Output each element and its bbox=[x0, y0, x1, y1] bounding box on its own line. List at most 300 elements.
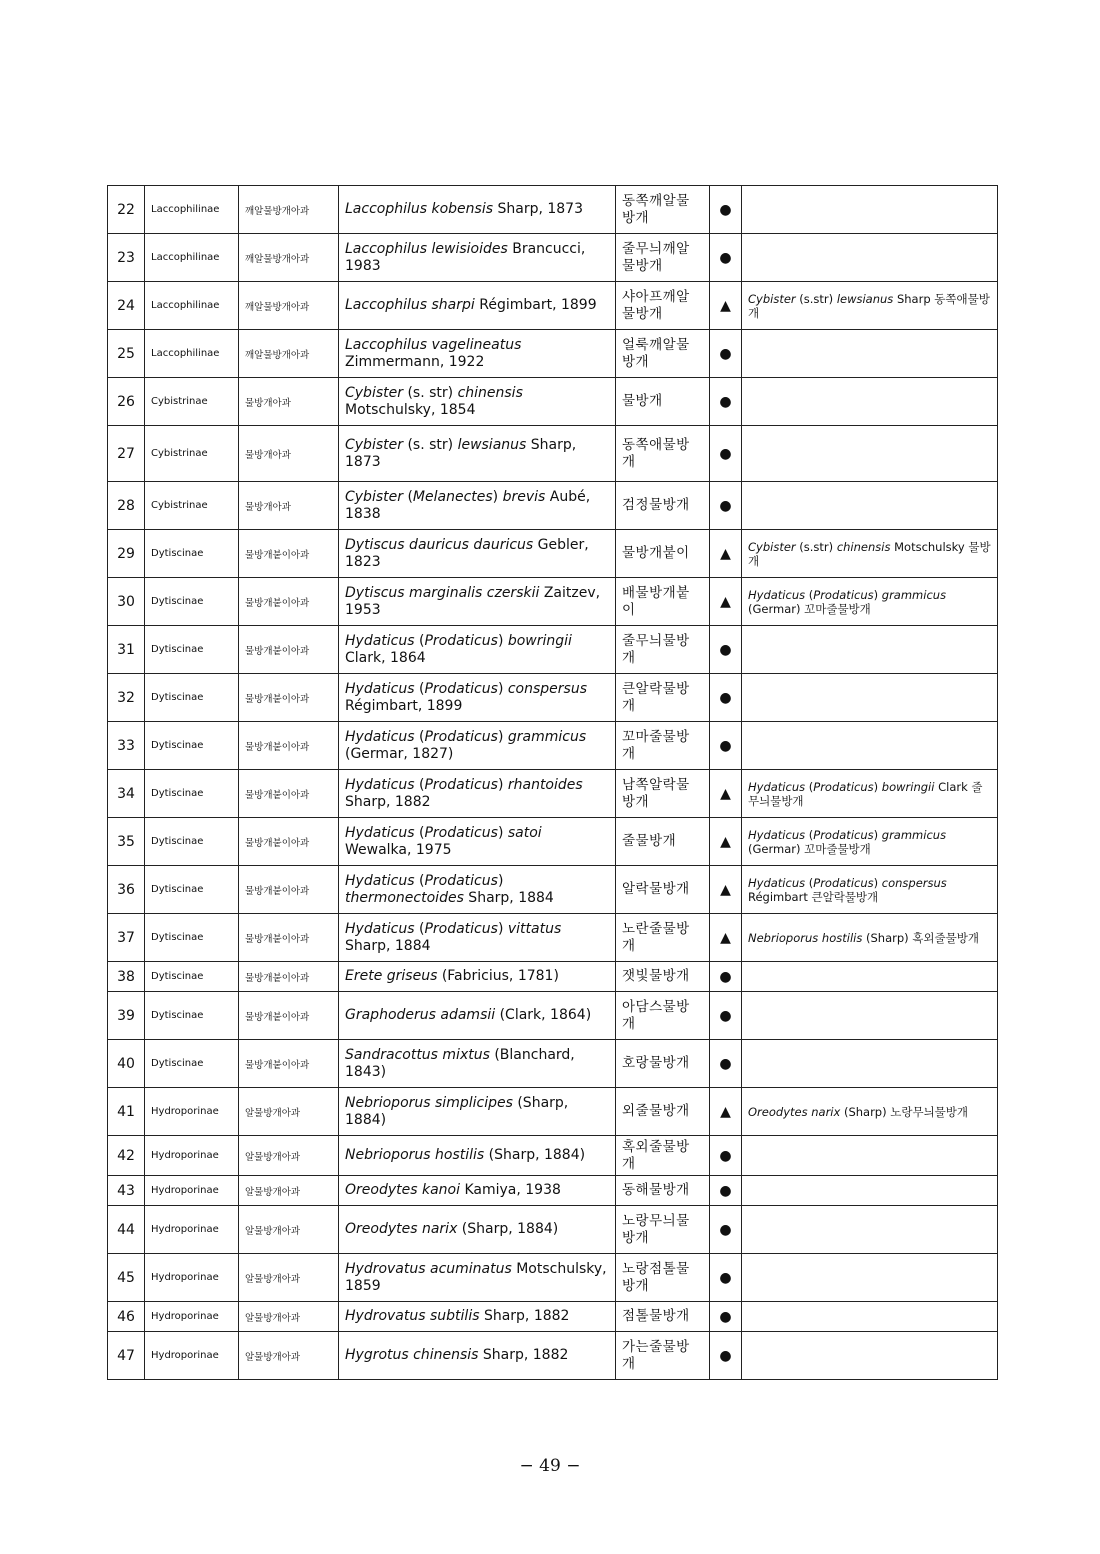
subfamily-cell: Dytiscinae bbox=[145, 1040, 239, 1088]
scientific-name-plain: ) bbox=[492, 488, 503, 505]
row-number: 29 bbox=[108, 530, 145, 578]
remark-cell bbox=[742, 330, 998, 378]
remark-cell bbox=[742, 626, 998, 674]
remark-cell bbox=[742, 962, 998, 992]
korean-name-cell: 줄물방개 bbox=[616, 818, 710, 866]
scientific-name-italic: lewsianus bbox=[457, 436, 527, 453]
filled-circle-icon: ● bbox=[719, 689, 732, 706]
remark-cell bbox=[742, 378, 998, 426]
scientific-name-cell bbox=[339, 1040, 616, 1088]
korean-family-cell: 알물방개아과 bbox=[239, 1254, 339, 1302]
table-row bbox=[108, 1254, 998, 1302]
status-cell bbox=[710, 482, 742, 530]
scientific-name-plain: (Germar, 1827) bbox=[345, 745, 454, 762]
remark-italic: Hydaticus bbox=[748, 827, 806, 842]
scientific-name-plain: Sharp, 1882 bbox=[479, 1308, 570, 1324]
filled-triangle-icon: ▲ bbox=[720, 833, 731, 850]
remark-cell bbox=[742, 914, 998, 962]
row-number: 47 bbox=[108, 1332, 145, 1380]
scientific-name-plain: Kamiya, 1938 bbox=[460, 1182, 561, 1198]
row-number: 45 bbox=[108, 1254, 145, 1302]
korean-name-cell: 호랑물방개 bbox=[616, 1040, 710, 1088]
scientific-name-italic: Hydaticus bbox=[345, 680, 415, 697]
row-number: 41 bbox=[108, 1088, 145, 1136]
scientific-name-cell bbox=[339, 1302, 616, 1332]
korean-name-cell: 알락물방개 bbox=[616, 866, 710, 914]
remark-italic: Cybister bbox=[748, 539, 796, 554]
status-cell bbox=[710, 186, 742, 234]
status-cell bbox=[710, 1332, 742, 1380]
remark-cell bbox=[742, 282, 998, 330]
table-row bbox=[108, 1206, 998, 1254]
korean-family-cell: 물방개붙이아과 bbox=[239, 992, 339, 1040]
scientific-name-plain: (s. str) bbox=[403, 384, 458, 401]
status-cell bbox=[710, 378, 742, 426]
korean-family-cell: 물방개붙이아과 bbox=[239, 530, 339, 578]
scientific-name-italic: rhantoides bbox=[507, 776, 583, 793]
remark-plain: ) bbox=[873, 827, 882, 842]
korean-family-cell: 알물방개아과 bbox=[239, 1136, 339, 1176]
korean-name-cell: 물방개붙이 bbox=[616, 530, 710, 578]
scientific-name-cell bbox=[339, 770, 616, 818]
subfamily-cell: Hydroporinae bbox=[145, 1206, 239, 1254]
scientific-name-plain: ) bbox=[497, 776, 508, 793]
scientific-name-plain: ( bbox=[414, 728, 425, 745]
row-number: 31 bbox=[108, 626, 145, 674]
table-row bbox=[108, 674, 998, 722]
scientific-name-plain: Régimbart, 1899 bbox=[474, 297, 597, 313]
scientific-name-cell bbox=[339, 1332, 616, 1380]
table-row bbox=[108, 330, 998, 378]
remark-cell bbox=[742, 1176, 998, 1206]
scientific-name-cell bbox=[339, 992, 616, 1040]
filled-circle-icon: ● bbox=[719, 201, 732, 218]
scientific-name-italic: grammicus bbox=[507, 728, 587, 745]
subfamily-cell: Laccophilinae bbox=[145, 330, 239, 378]
subfamily-cell: Dytiscinae bbox=[145, 866, 239, 914]
remark-cell bbox=[742, 234, 998, 282]
subfamily-cell: Dytiscinae bbox=[145, 818, 239, 866]
korean-name-cell: 물방개 bbox=[616, 378, 710, 426]
remark-plain: ) bbox=[873, 875, 882, 890]
scientific-name-plain: ) bbox=[497, 920, 508, 937]
scientific-name-cell bbox=[339, 282, 616, 330]
filled-triangle-icon: ▲ bbox=[720, 881, 731, 898]
remark-italic: Hydaticus bbox=[748, 875, 806, 890]
row-number: 39 bbox=[108, 992, 145, 1040]
remark-plain: ( bbox=[805, 587, 814, 602]
scientific-name-italic: Melanectes bbox=[412, 488, 493, 505]
row-number: 46 bbox=[108, 1302, 145, 1332]
row-number: 35 bbox=[108, 818, 145, 866]
subfamily-cell: Dytiscinae bbox=[145, 914, 239, 962]
row-number: 40 bbox=[108, 1040, 145, 1088]
table-row bbox=[108, 626, 998, 674]
scientific-name-plain: Sharp, 1884 bbox=[463, 889, 554, 906]
status-cell bbox=[710, 530, 742, 578]
remark-italic: Prodaticus bbox=[813, 587, 874, 602]
status-cell bbox=[710, 1040, 742, 1088]
scientific-name-italic: Prodaticus bbox=[424, 872, 498, 889]
korean-name-cell: 외줄물방개 bbox=[616, 1088, 710, 1136]
subfamily-cell: Dytiscinae bbox=[145, 578, 239, 626]
filled-circle-icon: ● bbox=[719, 968, 732, 985]
table-row bbox=[108, 866, 998, 914]
remark-italic: Prodaticus bbox=[813, 779, 874, 794]
scientific-name-plain: Brancucci, 1983 bbox=[345, 240, 586, 274]
scientific-name-italic: Hygrotus chinensis bbox=[345, 1347, 479, 1363]
table-row bbox=[108, 426, 998, 482]
filled-triangle-icon: ▲ bbox=[720, 1103, 731, 1120]
scientific-name-italic: Graphoderus adamsii bbox=[345, 1007, 496, 1023]
status-cell bbox=[710, 674, 742, 722]
scientific-name-italic: conspersus bbox=[507, 680, 588, 697]
scientific-name-plain: Motschulsky, 1854 bbox=[345, 401, 476, 418]
table-row bbox=[108, 914, 998, 962]
korean-name-cell: 잿빛물방개 bbox=[616, 962, 710, 992]
scientific-name-cell bbox=[339, 962, 616, 992]
row-number: 28 bbox=[108, 482, 145, 530]
scientific-name-plain: ( bbox=[414, 632, 425, 649]
table-row bbox=[108, 962, 998, 992]
scientific-name-plain: ( bbox=[414, 872, 425, 889]
filled-triangle-icon: ▲ bbox=[720, 929, 731, 946]
status-cell bbox=[710, 866, 742, 914]
scientific-name-plain: ( bbox=[414, 920, 425, 937]
table-row bbox=[108, 186, 998, 234]
subfamily-cell: Dytiscinae bbox=[145, 770, 239, 818]
row-number: 33 bbox=[108, 722, 145, 770]
status-cell bbox=[710, 770, 742, 818]
korean-name-cell: 남쪽알락물방개 bbox=[616, 770, 710, 818]
korean-name-cell: 노랑점톨물방개 bbox=[616, 1254, 710, 1302]
table-row bbox=[108, 1088, 998, 1136]
korean-family-cell: 알물방개아과 bbox=[239, 1206, 339, 1254]
scientific-name-cell bbox=[339, 866, 616, 914]
remark-plain: Régimbart 큰알락물방개 bbox=[748, 889, 879, 904]
filled-triangle-icon: ▲ bbox=[720, 785, 731, 802]
remark-plain: ( bbox=[805, 827, 814, 842]
korean-name-cell: 줄무늬깨알물방개 bbox=[616, 234, 710, 282]
scientific-name-cell bbox=[339, 482, 616, 530]
scientific-name-plain: ) bbox=[497, 872, 504, 889]
remark-cell bbox=[742, 1040, 998, 1088]
scientific-name-italic: Hydaticus bbox=[345, 872, 415, 889]
table-row bbox=[108, 378, 998, 426]
scientific-name-cell bbox=[339, 378, 616, 426]
scientific-name-italic: Prodaticus bbox=[424, 920, 498, 937]
korean-name-cell: 얼룩깨알물방개 bbox=[616, 330, 710, 378]
row-number: 44 bbox=[108, 1206, 145, 1254]
row-number: 38 bbox=[108, 962, 145, 992]
scientific-name-italic: Erete griseus bbox=[345, 968, 438, 984]
remark-italic: Prodaticus bbox=[813, 875, 874, 890]
scientific-name-italic: vittatus bbox=[507, 920, 562, 937]
subfamily-cell: Laccophilinae bbox=[145, 234, 239, 282]
korean-name-cell: 노랑무늬물방개 bbox=[616, 1206, 710, 1254]
status-cell bbox=[710, 1088, 742, 1136]
remark-cell bbox=[742, 1088, 998, 1136]
scientific-name-cell bbox=[339, 674, 616, 722]
korean-family-cell: 물방개붙이아과 bbox=[239, 578, 339, 626]
scientific-name-italic: satoi bbox=[507, 824, 542, 841]
korean-family-cell: 물방개아과 bbox=[239, 378, 339, 426]
remark-cell bbox=[742, 992, 998, 1040]
species-table bbox=[107, 185, 998, 1380]
korean-family-cell: 물방개붙이아과 bbox=[239, 866, 339, 914]
scientific-name-plain: (Sharp, 1884) bbox=[457, 1221, 559, 1237]
korean-name-cell: 동쪽애물방개 bbox=[616, 426, 710, 482]
row-number: 32 bbox=[108, 674, 145, 722]
remark-plain: (s.str) bbox=[795, 539, 837, 554]
filled-triangle-icon: ▲ bbox=[720, 545, 731, 562]
scientific-name-plain: Régimbart, 1899 bbox=[345, 697, 463, 714]
scientific-name-italic: Prodaticus bbox=[424, 728, 498, 745]
filled-triangle-icon: ▲ bbox=[720, 593, 731, 610]
korean-family-cell: 알물방개아과 bbox=[239, 1088, 339, 1136]
remark-cell bbox=[742, 1206, 998, 1254]
scientific-name-cell bbox=[339, 1176, 616, 1206]
subfamily-cell: Dytiscinae bbox=[145, 962, 239, 992]
korean-family-cell: 깨알물방개아과 bbox=[239, 330, 339, 378]
korean-family-cell: 물방개붙이아과 bbox=[239, 674, 339, 722]
korean-name-cell: 동해물방개 bbox=[616, 1176, 710, 1206]
scientific-name-italic: Dytiscus marginalis czerskii bbox=[345, 584, 540, 601]
remark-italic: lewsianus bbox=[836, 291, 894, 306]
page-number: − 49 − bbox=[519, 1456, 581, 1476]
korean-name-cell: 아담스물방개 bbox=[616, 992, 710, 1040]
korean-name-cell: 동쪽깨알물방개 bbox=[616, 186, 710, 234]
korean-family-cell: 물방개붙이아과 bbox=[239, 818, 339, 866]
scientific-name-plain: Sharp, 1884 bbox=[345, 937, 431, 954]
remark-cell bbox=[742, 1332, 998, 1380]
status-cell bbox=[710, 234, 742, 282]
scientific-name-italic: Hydaticus bbox=[345, 824, 415, 841]
scientific-name-italic: Hydaticus bbox=[345, 776, 415, 793]
remark-plain: (Germar) 꼬마줄물방개 bbox=[748, 841, 871, 856]
korean-family-cell: 깨알물방개아과 bbox=[239, 186, 339, 234]
status-cell bbox=[710, 962, 742, 992]
scientific-name-italic: Laccophilus kobensis bbox=[345, 201, 494, 217]
scientific-name-plain: (Blanchard, 1843) bbox=[345, 1046, 575, 1080]
scientific-name-italic: thermonectoides bbox=[345, 889, 464, 906]
remark-italic: Hydaticus bbox=[748, 587, 806, 602]
scientific-name-plain: ) bbox=[497, 680, 508, 697]
scientific-name-cell bbox=[339, 530, 616, 578]
status-cell bbox=[710, 1176, 742, 1206]
scientific-name-italic: Laccophilus vagelineatus bbox=[345, 336, 522, 353]
scientific-name-plain: ) bbox=[497, 632, 508, 649]
korean-family-cell: 물방개붙이아과 bbox=[239, 626, 339, 674]
filled-circle-icon: ● bbox=[719, 445, 732, 462]
remark-italic: conspersus bbox=[881, 875, 947, 890]
row-number: 23 bbox=[108, 234, 145, 282]
remark-italic: Nebrioporus hostilis bbox=[748, 930, 863, 945]
scientific-name-italic: Hydaticus bbox=[345, 632, 415, 649]
row-number: 26 bbox=[108, 378, 145, 426]
remark-plain: (Sharp) 노랑무늬물방개 bbox=[840, 1104, 969, 1119]
status-cell bbox=[710, 1254, 742, 1302]
subfamily-cell: Hydroporinae bbox=[145, 1136, 239, 1176]
korean-family-cell: 깨알물방개아과 bbox=[239, 234, 339, 282]
table-row bbox=[108, 770, 998, 818]
scientific-name-cell bbox=[339, 1136, 616, 1176]
remark-plain: ) bbox=[873, 587, 882, 602]
scientific-name-cell bbox=[339, 426, 616, 482]
filled-circle-icon: ● bbox=[719, 1182, 732, 1199]
filled-circle-icon: ● bbox=[719, 1269, 732, 1286]
species-table-body bbox=[108, 186, 998, 1380]
scientific-name-plain: (Sharp, 1884) bbox=[345, 1094, 569, 1128]
scientific-name-italic: Prodaticus bbox=[424, 632, 498, 649]
scientific-name-italic: Dytiscus dauricus dauricus bbox=[345, 536, 534, 553]
subfamily-cell: Dytiscinae bbox=[145, 530, 239, 578]
subfamily-cell: Dytiscinae bbox=[145, 674, 239, 722]
table-row bbox=[108, 722, 998, 770]
status-cell bbox=[710, 722, 742, 770]
status-cell bbox=[710, 626, 742, 674]
scientific-name-plain: Zaitzev, 1953 bbox=[345, 584, 601, 618]
scientific-name-plain: (Clark, 1864) bbox=[495, 1007, 592, 1023]
filled-circle-icon: ● bbox=[719, 1347, 732, 1364]
scientific-name-cell bbox=[339, 626, 616, 674]
scientific-name-italic: Cybister bbox=[345, 436, 403, 453]
status-cell bbox=[710, 282, 742, 330]
remark-plain: ) bbox=[873, 779, 882, 794]
korean-name-cell: 큰알락물방개 bbox=[616, 674, 710, 722]
row-number: 30 bbox=[108, 578, 145, 626]
remark-italic: Cybister bbox=[748, 291, 796, 306]
subfamily-cell: Hydroporinae bbox=[145, 1254, 239, 1302]
filled-circle-icon: ● bbox=[719, 249, 732, 266]
remark-cell bbox=[742, 426, 998, 482]
korean-name-cell: 점톨물방개 bbox=[616, 1302, 710, 1332]
table-row bbox=[108, 818, 998, 866]
row-number: 42 bbox=[108, 1136, 145, 1176]
korean-family-cell: 물방개붙이아과 bbox=[239, 722, 339, 770]
scientific-name-italic: Cybister bbox=[345, 488, 403, 505]
scientific-name-plain: ( bbox=[414, 680, 425, 697]
subfamily-cell: Cybistrinae bbox=[145, 378, 239, 426]
status-cell bbox=[710, 1136, 742, 1176]
remark-cell bbox=[742, 722, 998, 770]
scientific-name-plain: Wewalka, 1975 bbox=[345, 841, 452, 858]
table-row bbox=[108, 1040, 998, 1088]
row-number: 34 bbox=[108, 770, 145, 818]
row-number: 27 bbox=[108, 426, 145, 482]
table-row bbox=[108, 578, 998, 626]
remark-italic: Prodaticus bbox=[813, 827, 874, 842]
status-cell bbox=[710, 992, 742, 1040]
status-cell bbox=[710, 426, 742, 482]
scientific-name-cell bbox=[339, 1088, 616, 1136]
scientific-name-plain: Aubé, 1838 bbox=[345, 488, 591, 522]
subfamily-cell: Cybistrinae bbox=[145, 426, 239, 482]
filled-circle-icon: ● bbox=[719, 1147, 732, 1164]
scientific-name-italic: brevis bbox=[502, 488, 546, 505]
filled-circle-icon: ● bbox=[719, 1308, 732, 1325]
status-cell bbox=[710, 818, 742, 866]
remark-cell bbox=[742, 1254, 998, 1302]
scientific-name-italic: Sandracottus mixtus bbox=[345, 1046, 490, 1063]
korean-name-cell: 샤아프깨알물방개 bbox=[616, 282, 710, 330]
filled-circle-icon: ● bbox=[719, 737, 732, 754]
scientific-name-plain: ( bbox=[414, 824, 425, 841]
korean-name-cell: 노란줄물방개 bbox=[616, 914, 710, 962]
korean-name-cell: 꼬마줄물방개 bbox=[616, 722, 710, 770]
table-row bbox=[108, 992, 998, 1040]
scientific-name-plain: (Fabricius, 1781) bbox=[437, 968, 559, 984]
scientific-name-cell bbox=[339, 1206, 616, 1254]
scientific-name-plain: Sharp, 1873 bbox=[493, 201, 583, 217]
scientific-name-cell bbox=[339, 818, 616, 866]
scientific-name-plain: ) bbox=[497, 824, 508, 841]
row-number: 43 bbox=[108, 1176, 145, 1206]
remark-italic: Hydaticus bbox=[748, 779, 806, 794]
filled-circle-icon: ● bbox=[719, 345, 732, 362]
subfamily-cell: Hydroporinae bbox=[145, 1176, 239, 1206]
remark-plain: (Germar) 꼬마줄물방개 bbox=[748, 601, 871, 616]
scientific-name-cell bbox=[339, 578, 616, 626]
scientific-name-italic: Prodaticus bbox=[424, 680, 498, 697]
remark-cell bbox=[742, 530, 998, 578]
status-cell bbox=[710, 1302, 742, 1332]
scientific-name-cell bbox=[339, 1254, 616, 1302]
table-row bbox=[108, 282, 998, 330]
table-row bbox=[108, 1332, 998, 1380]
korean-family-cell: 깨알물방개아과 bbox=[239, 282, 339, 330]
table-row bbox=[108, 1136, 998, 1176]
scientific-name-italic: Prodaticus bbox=[424, 824, 498, 841]
filled-circle-icon: ● bbox=[719, 1221, 732, 1238]
korean-family-cell: 알물방개아과 bbox=[239, 1176, 339, 1206]
korean-name-cell: 배물방개붙이 bbox=[616, 578, 710, 626]
scientific-name-italic: bowringii bbox=[507, 632, 572, 649]
subfamily-cell: Cybistrinae bbox=[145, 482, 239, 530]
scientific-name-plain: ) bbox=[497, 728, 508, 745]
scientific-name-plain: Clark, 1864 bbox=[345, 649, 426, 666]
remark-cell bbox=[742, 818, 998, 866]
status-cell bbox=[710, 1206, 742, 1254]
scientific-name-italic: Laccophilus sharpi bbox=[345, 297, 475, 313]
filled-circle-icon: ● bbox=[719, 1055, 732, 1072]
korean-family-cell: 물방개아과 bbox=[239, 426, 339, 482]
status-cell bbox=[710, 330, 742, 378]
subfamily-cell: Laccophilinae bbox=[145, 282, 239, 330]
remark-cell bbox=[742, 866, 998, 914]
korean-family-cell: 알물방개아과 bbox=[239, 1332, 339, 1380]
table-row bbox=[108, 234, 998, 282]
scientific-name-plain: Sharp, 1882 bbox=[478, 1347, 569, 1363]
scientific-name-plain: ( bbox=[403, 488, 413, 505]
korean-name-cell: 줄무늬물방개 bbox=[616, 626, 710, 674]
filled-circle-icon: ● bbox=[719, 1007, 732, 1024]
remark-italic: grammicus bbox=[881, 827, 947, 842]
remark-plain: Sharp 동쪽애물방개 bbox=[748, 291, 990, 320]
scientific-name-italic: Hydaticus bbox=[345, 728, 415, 745]
korean-family-cell: 물방개붙이아과 bbox=[239, 962, 339, 992]
scientific-name-italic: Oreodytes narix bbox=[345, 1221, 458, 1237]
remark-cell bbox=[742, 674, 998, 722]
scientific-name-plain: Sharp, 1873 bbox=[345, 436, 577, 470]
scientific-name-plain: Motschulsky, 1859 bbox=[345, 1260, 607, 1294]
row-number: 22 bbox=[108, 186, 145, 234]
status-cell bbox=[710, 914, 742, 962]
scientific-name-cell bbox=[339, 330, 616, 378]
table-row bbox=[108, 482, 998, 530]
remark-italic: Oreodytes narix bbox=[748, 1104, 841, 1119]
remark-plain: (s.str) bbox=[795, 291, 837, 306]
